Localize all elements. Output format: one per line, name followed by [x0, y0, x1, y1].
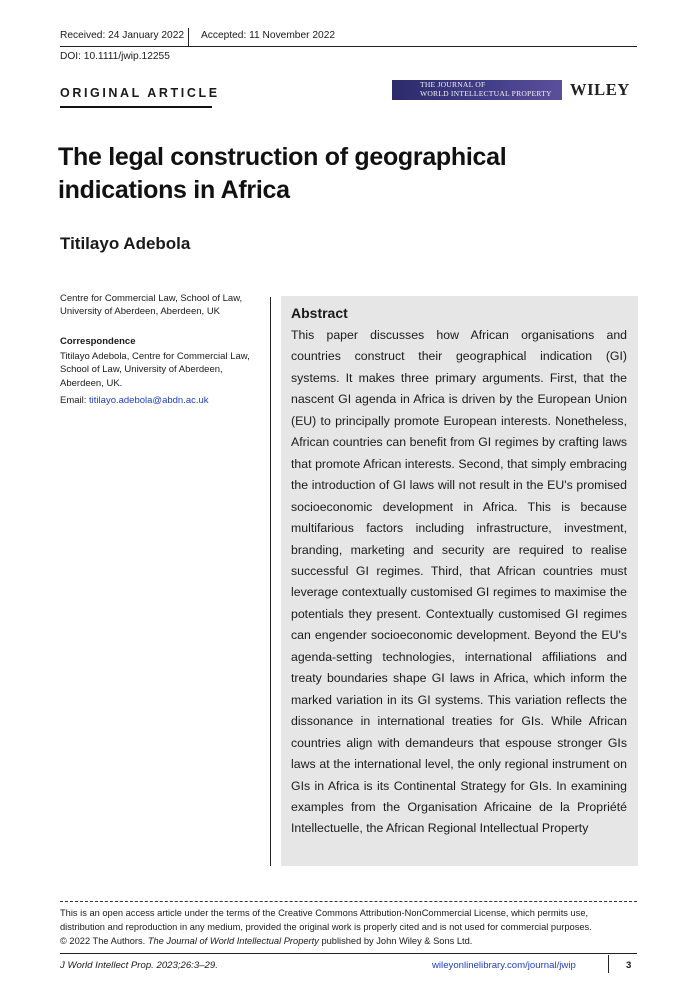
- citation: J World Intellect Prop. 2023;26:3–29.: [60, 960, 218, 971]
- journal-website-link[interactable]: wileyonlinelibrary.com/journal/jwip: [432, 960, 576, 971]
- copyright-line: [60, 934, 637, 948]
- page-number-separator: [608, 955, 609, 973]
- article-title: The legal construction of geographical indications in Africa: [58, 143, 507, 204]
- dates-row: [60, 28, 637, 46]
- email-link[interactable]: titilayo.adebola@abdn.ac.uk: [89, 395, 209, 406]
- journal-banner-line2: WORLD INTELLECTUAL PROPERTY: [420, 88, 552, 98]
- abstract-left-rule: [270, 297, 271, 866]
- date-separator: [188, 28, 189, 46]
- license-line-1: This is an open access article under the terms of the Creative Commons Attribution-NonCommercial License, which permits use,: [60, 908, 589, 918]
- footer-dashed-divider: [60, 901, 637, 902]
- copyright-prefix: © 2022 The Authors.: [60, 936, 148, 947]
- footer-divider: [60, 953, 637, 954]
- abstract-heading: Abstract: [291, 305, 348, 321]
- email-line: [60, 395, 209, 406]
- email-label: Email:: [60, 395, 90, 406]
- top-divider: [60, 46, 637, 47]
- accepted-date: Accepted: 11 November 2022: [201, 30, 336, 41]
- doi: DOI: 10.1111/jwip.12255: [60, 51, 170, 62]
- affiliation: Centre for Commercial Law, School of Law, University of Aberdeen, Aberdeen, UK: [60, 293, 243, 318]
- license-text: [60, 906, 637, 949]
- journal-logo-banner: [392, 80, 562, 100]
- abstract-text: This paper discusses how African organisations and countries construct their geographical indication (GI) systems. It makes three primary arguments. First, that the nascent GI agenda in Africa is driven by the European Union (EU) to principally promote European interests. Nonetheless, African countries can benefit from GI regimes by crafting laws that promote African interests. Second, that simply embracing the introduction of GI laws will not result in the EU's promised socioeconomic development in Africa. This is because multifarious factors including infrastructure, investment, branding, marketing and security are required to realise successful GI regimes. Third, that African countries must leverage contextually customised GI regimes to maximise the potentials they present. Contextually customised GI regimes can engender socioeconomic development. Beyond the EU's agenda-setting technologies, international affiliations and treaty boundaries shape GI laws in Africa, which inform the marked variation in its GI systems. This variation reflects the dissonance in international treaties for GIs. While African countries align with demandeurs that espouse stronger GIs laws at the international level, the only regional instrument on GIs in Africa is its Continental Strategy for GIs. In examining examples from the Organisation Africaine de la Propriété Intellectuelle, the African Regional Intellectual Property: [291, 328, 627, 836]
- page-number: 3: [626, 960, 632, 971]
- correspondence-text: Titilayo Adebola, Centre for Commercial Law, School of Law, University of Aberdeen, Aberdeen, UK.: [60, 351, 250, 389]
- author-name: Titilayo Adebola: [60, 234, 191, 253]
- correspondence-heading: Correspondence: [60, 336, 136, 347]
- publisher-logo: WILEY: [570, 80, 630, 99]
- license-line-2: distribution and reproduction in any medium, provided the original work is properly cited and is not used for commercial purposes.: [60, 922, 592, 933]
- section-label-underline: [60, 106, 212, 108]
- received-date: Received: 24 January 2022: [60, 30, 185, 41]
- copyright-suffix: published by John Wiley & Sons Ltd.: [318, 936, 473, 947]
- section-label: ORIGINAL ARTICLE: [60, 86, 220, 100]
- journal-name: The Journal of World Intellectual Property: [147, 936, 319, 947]
- journal-banner-line1: THE JOURNAL OF: [420, 80, 486, 89]
